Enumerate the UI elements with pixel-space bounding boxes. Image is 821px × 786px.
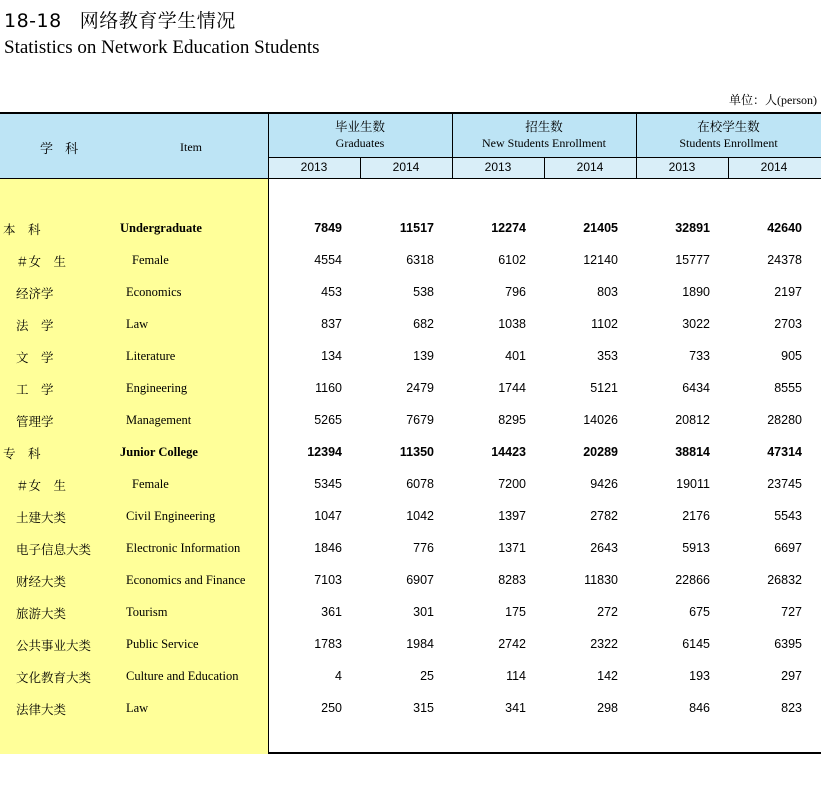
value-cell: 12140 — [583, 253, 618, 267]
value-cell: 1371 — [498, 541, 526, 555]
header-graduates-en: Graduates — [335, 136, 385, 150]
value-cell: 2197 — [774, 285, 802, 299]
year-header: 2014 — [760, 160, 788, 174]
table-row — [0, 244, 821, 276]
value-cell: 361 — [321, 605, 342, 619]
header-item-en: Item — [180, 140, 202, 154]
row-label-en: Law — [126, 317, 149, 331]
row-label-cn: 法律大类 — [16, 702, 67, 717]
header-new-enrollment — [452, 119, 636, 151]
year-header: 2014 — [576, 160, 604, 174]
value-cell: 1397 — [498, 509, 526, 523]
value-cell: 2742 — [498, 637, 526, 651]
value-cell: 12394 — [307, 445, 342, 459]
value-cell: 733 — [689, 349, 710, 363]
unit-cn: 单位：人 — [729, 93, 778, 107]
value-cell: 353 — [597, 349, 618, 363]
value-cell: 2479 — [406, 381, 434, 395]
value-cell: 315 — [413, 701, 434, 715]
value-cell: 19011 — [676, 477, 710, 491]
table-title-en: Statistics on Network Education Students — [4, 37, 320, 58]
year-header: 2014 — [392, 160, 420, 174]
value-cell: 26832 — [767, 573, 802, 587]
value-cell: 2703 — [774, 317, 802, 331]
value-cell: 1047 — [314, 509, 342, 523]
value-cell: 8295 — [498, 413, 526, 427]
row-label-cn: 公共事业大类 — [16, 638, 92, 653]
year-header: 2013 — [300, 160, 328, 174]
header-new-enrollment-cn: 招生数 — [525, 119, 563, 134]
header-item-cn: 学 科 — [40, 142, 83, 157]
value-cell: 2643 — [590, 541, 618, 555]
value-cell: 193 — [689, 669, 710, 683]
value-cell: 298 — [597, 701, 618, 715]
row-label-en: Tourism — [126, 605, 168, 619]
header-enrollment-en: Students Enrollment — [679, 136, 778, 150]
table-row — [0, 628, 821, 660]
value-cell: 11517 — [399, 221, 434, 235]
value-cell: 7200 — [498, 477, 526, 491]
value-cell: 114 — [506, 669, 526, 683]
header-enrollment-cn: 在校学生数 — [697, 119, 760, 134]
table-title-cn — [4, 6, 236, 33]
value-cell: 1102 — [591, 317, 618, 331]
value-cell: 12274 — [491, 221, 526, 235]
row-label-en: Female — [132, 253, 169, 267]
row-label-en: Undergraduate — [120, 221, 202, 235]
row-label-cn: 法 学 — [16, 318, 54, 333]
value-cell: 401 — [505, 349, 526, 363]
value-cell: 134 — [321, 349, 342, 363]
value-cell: 3022 — [682, 317, 710, 331]
value-cell: 11350 — [399, 445, 434, 459]
table-row — [0, 212, 821, 244]
value-cell: 6395 — [774, 637, 802, 651]
row-label-cn: 旅游大类 — [16, 606, 67, 621]
value-cell: 2782 — [590, 509, 618, 523]
value-cell: 675 — [689, 605, 710, 619]
row-label-en: Economics — [126, 285, 182, 299]
value-cell: 11830 — [584, 573, 618, 587]
row-label-en: Public Service — [126, 637, 199, 651]
row-label-en: Engineering — [126, 381, 188, 395]
header-bottom-line — [0, 178, 821, 179]
row-label-cn: 财经大类 — [16, 574, 67, 589]
value-cell: 5121 — [590, 381, 618, 395]
value-cell: 846 — [689, 701, 710, 715]
value-cell: 1984 — [406, 637, 434, 651]
value-cell: 23745 — [767, 477, 802, 491]
value-cell: 727 — [781, 605, 802, 619]
table-row — [0, 660, 821, 692]
unit-en: (person) — [777, 93, 817, 107]
value-cell: 2176 — [682, 509, 710, 523]
value-cell: 6434 — [682, 381, 710, 395]
value-cell: 272 — [597, 605, 618, 619]
row-label-cn: 本 科 — [3, 222, 41, 237]
value-cell: 5265 — [314, 413, 342, 427]
value-cell: 1846 — [314, 541, 342, 555]
row-label-en: Management — [126, 413, 192, 427]
value-cell: 175 — [505, 605, 526, 619]
value-cell: 8283 — [498, 573, 526, 587]
value-cell: 6102 — [498, 253, 526, 267]
value-cell: 38814 — [675, 445, 710, 459]
value-cell: 6697 — [774, 541, 802, 555]
value-cell: 4 — [335, 669, 342, 683]
row-label-en: Economics and Finance — [126, 573, 246, 587]
header-enrollment — [636, 119, 821, 151]
value-cell: 5913 — [682, 541, 710, 555]
row-label-cn: 文化教育大类 — [16, 670, 92, 685]
value-cell: 6318 — [406, 253, 434, 267]
value-cell: 776 — [413, 541, 434, 555]
row-label-en: Electronic Information — [126, 541, 241, 555]
value-cell: 1890 — [682, 285, 710, 299]
row-label-en: Law — [126, 701, 149, 715]
year-header: 2013 — [668, 160, 696, 174]
table-row — [0, 372, 821, 404]
value-cell: 25 — [420, 669, 434, 683]
value-cell: 7679 — [406, 413, 434, 427]
value-cell: 22866 — [675, 573, 710, 587]
table-row — [0, 596, 821, 628]
value-cell: 24378 — [767, 253, 802, 267]
value-cell: 796 — [505, 285, 526, 299]
row-label-en: Female — [132, 477, 169, 491]
table-row — [0, 692, 821, 724]
value-cell: 837 — [321, 317, 342, 331]
value-cell: 42640 — [767, 221, 802, 235]
table-row — [0, 340, 821, 372]
row-label-en: Culture and Education — [126, 669, 239, 683]
row-label-en: Civil Engineering — [126, 509, 216, 523]
header-graduates — [268, 119, 452, 151]
value-cell: 20289 — [583, 445, 618, 459]
row-label-en: Literature — [126, 349, 176, 363]
row-label-en: Junior College — [120, 445, 198, 459]
table-number: 18-18 — [4, 10, 62, 32]
value-cell: 341 — [505, 701, 526, 715]
value-cell: 301 — [413, 605, 434, 619]
value-cell: 1160 — [315, 381, 342, 395]
row-label-cn: 专 科 — [3, 446, 41, 461]
value-cell: 538 — [413, 285, 434, 299]
value-cell: 8555 — [774, 381, 802, 395]
value-cell: 1042 — [406, 509, 434, 523]
value-cell: 21405 — [583, 221, 618, 235]
value-cell: 453 — [321, 285, 342, 299]
row-label-cn: 土建大类 — [16, 510, 67, 525]
header-graduates-cn: 毕业生数 — [334, 119, 385, 134]
value-cell: 14423 — [491, 445, 526, 459]
value-cell: 905 — [781, 349, 802, 363]
value-cell: 682 — [413, 317, 434, 331]
value-cell: 823 — [781, 701, 802, 715]
value-cell: 7103 — [314, 573, 342, 587]
row-label-cn: 文 学 — [16, 350, 54, 365]
value-cell: 297 — [781, 669, 802, 683]
value-cell: 803 — [597, 285, 618, 299]
value-cell: 20812 — [675, 413, 710, 427]
value-cell: 5543 — [774, 509, 802, 523]
table-row — [0, 532, 821, 564]
table-row — [0, 564, 821, 596]
table-row — [0, 468, 821, 500]
value-cell: 7849 — [314, 221, 342, 235]
table-row — [0, 276, 821, 308]
value-cell: 6145 — [682, 637, 710, 651]
value-cell: 1783 — [314, 637, 342, 651]
row-label-cn: 经济学 — [16, 286, 54, 301]
table-row — [0, 404, 821, 436]
table-row — [0, 500, 821, 532]
value-cell: 32891 — [675, 221, 710, 235]
value-cell: 28280 — [767, 413, 802, 427]
value-cell: 6907 — [406, 573, 434, 587]
value-cell: 6078 — [406, 477, 434, 491]
value-cell: 4554 — [314, 253, 342, 267]
value-cell: 139 — [413, 349, 434, 363]
row-label-cn: ＃女 生 — [16, 254, 67, 269]
unit-label — [729, 91, 817, 108]
value-cell: 15777 — [675, 253, 710, 267]
value-cell: 9426 — [590, 477, 618, 491]
value-cell: 14026 — [583, 413, 618, 427]
table-row — [0, 308, 821, 340]
statistics-table — [0, 112, 821, 754]
value-cell: 47314 — [767, 445, 802, 459]
header-new-enrollment-en: New Students Enrollment — [482, 136, 606, 150]
year-header: 2013 — [484, 160, 512, 174]
title-cn-text: 网络教育学生情况 — [79, 10, 236, 32]
value-cell: 1744 — [498, 381, 526, 395]
row-label-cn: ＃女 生 — [16, 478, 67, 493]
row-label-cn: 电子信息大类 — [16, 542, 92, 557]
value-cell: 250 — [321, 701, 342, 715]
row-label-cn: 管理学 — [16, 414, 54, 429]
row-label-cn: 工 学 — [16, 382, 54, 397]
value-cell: 1038 — [498, 317, 526, 331]
value-cell: 142 — [597, 669, 618, 683]
table-row — [0, 436, 821, 468]
value-cell: 5345 — [314, 477, 342, 491]
value-cell: 2322 — [590, 637, 618, 651]
